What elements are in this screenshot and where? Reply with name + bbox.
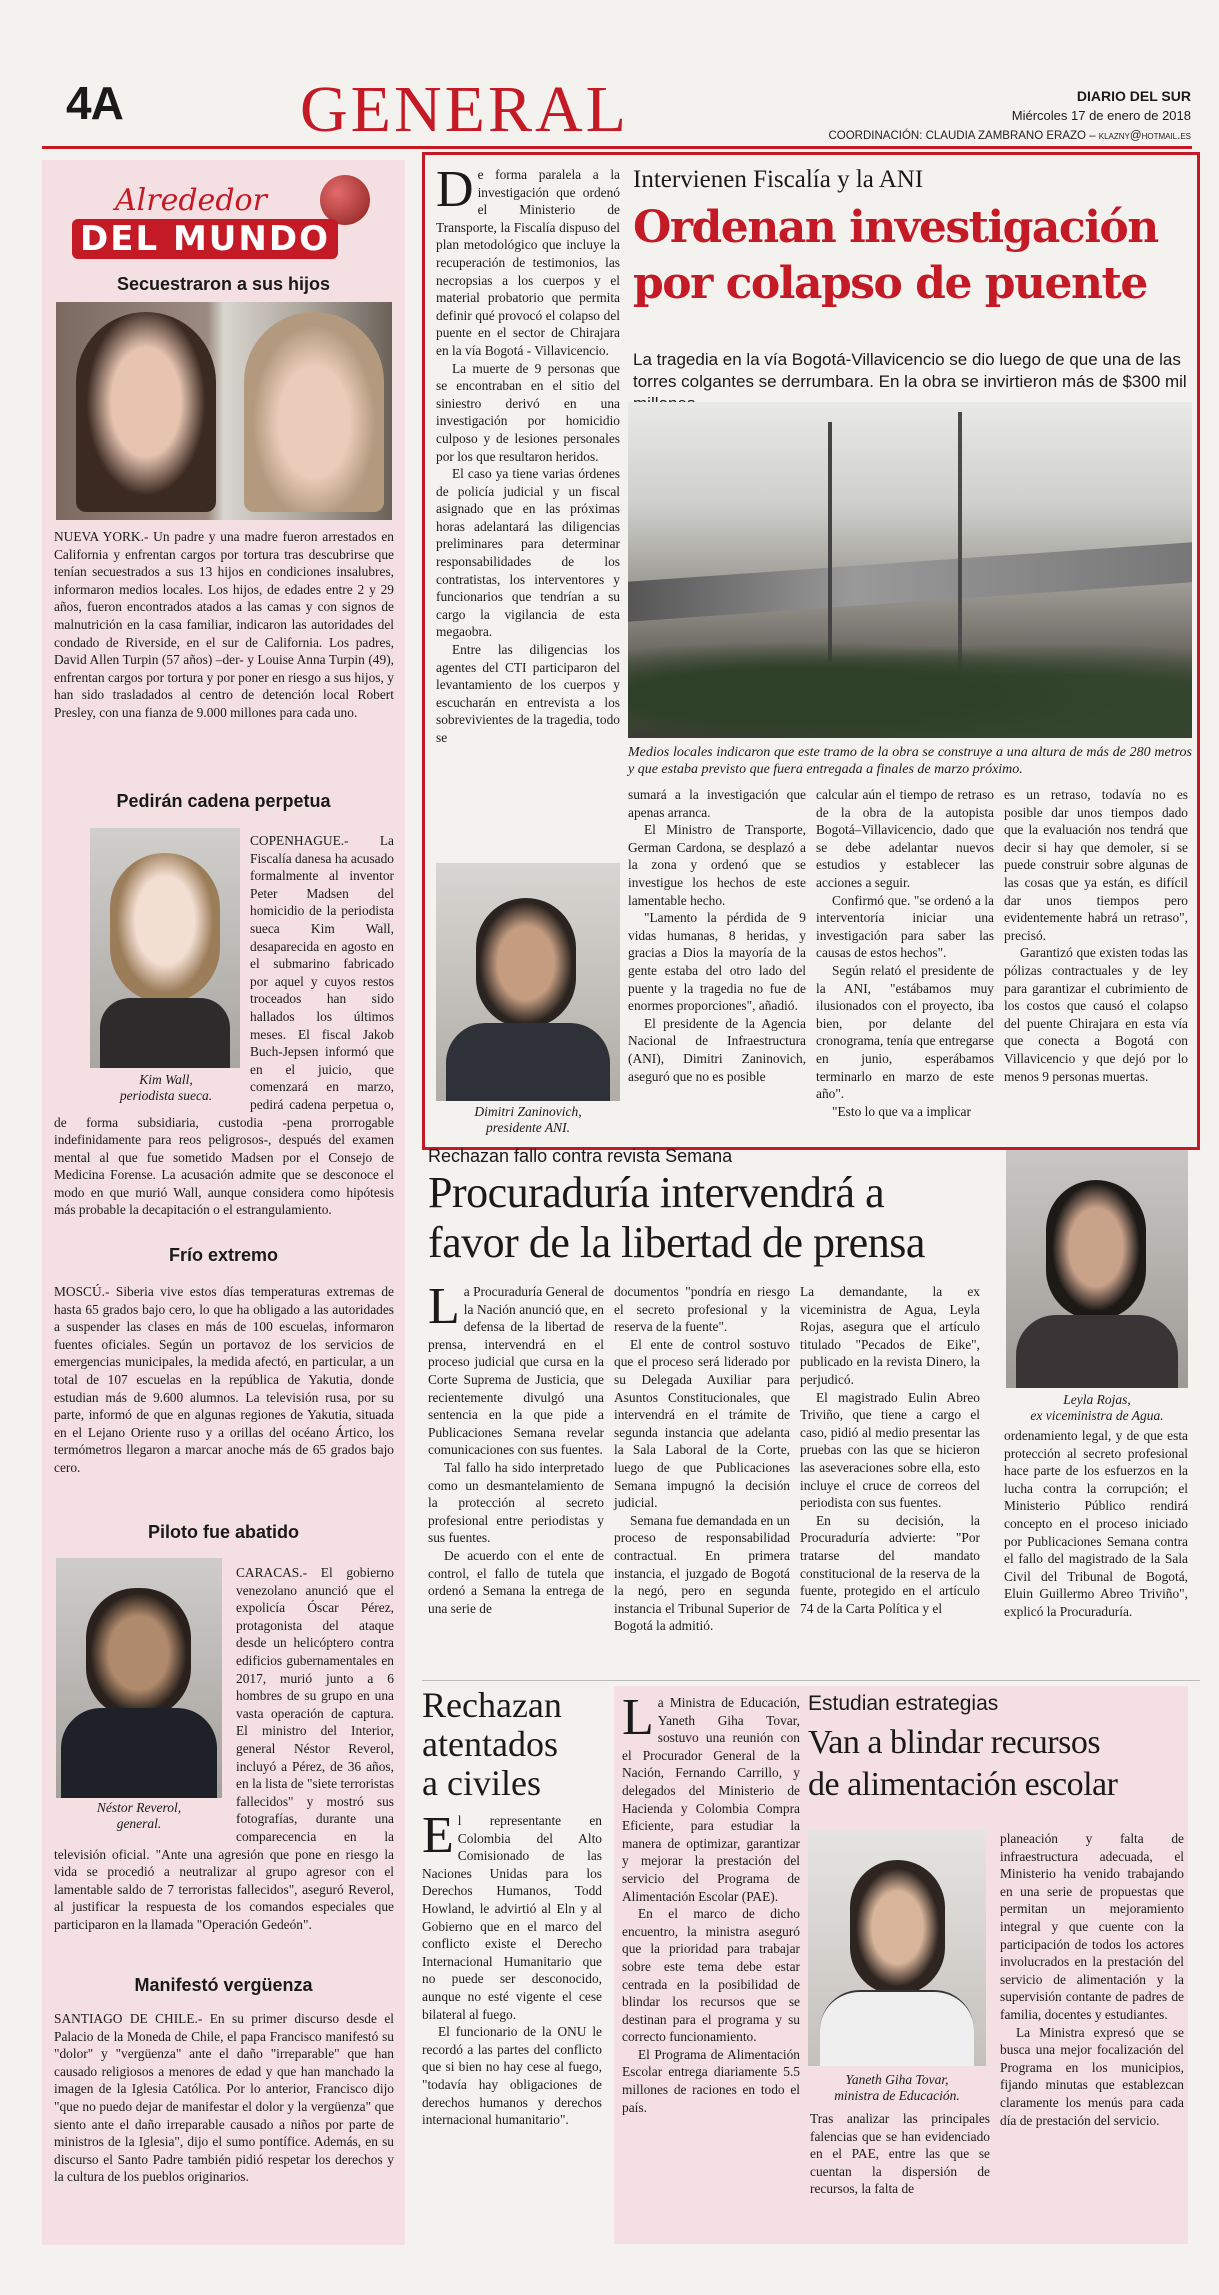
story-body: CARACAS.- El gobierno venezolano anunció que el expolicía Óscar Pérez, protagonista del ataque desde un helicóptero contra edificios gubernamentales en 2017, murió junto a 6 hombres de su grupo en una vasta operación de captura. El ministro del Interior, general Néstor Reverol, incluyó a Pérez, de 36 años, en la lista de "siete terroristas fallecidos" y mostró sus fotografías, durante una comparecencia en la televisión oficial. "Ante una agresión que pone en riesgo la vida se procedió a neutralizar al grupo agresor con el lamentable saldo de 7 terroristas fallecidos", aseguró Reverol, al justificar la respuesta de los comandos especiales que participaron en la llamada "Operación Gedeón". bbox=[54, 1565, 394, 1932]
paper-name: DIARIO DEL SUR bbox=[1076, 88, 1191, 104]
school-headline: Van a blindar recursos de alimentación escolar bbox=[808, 1724, 1118, 1803]
drop-cap: E bbox=[422, 1807, 454, 1864]
story-body: COPENHAGUE.- La Fiscalía danesa ha acusado formalmente al inventor Peter Madsen del homicidio de la periodista sueca Kim Wall, desaparecida en agosto en el submarino fabricado por aquel y cuyos restos troceados han sido hallados los últimos meses. El fiscal Jakob Buch-Jepsen informó que en el juicio, que comenzará en marzo, pedirá cadena perpetua o, de forma subsidiaria, custodia -pena prorrogable indefinidamente para reos peligrosos-, después del examen mental al que fue sometido Madsen por el Consejo de Medicina Forense. La acusación admite que se desconoce el modo en que murió Wall, aunque considera como hipótesis más probable la decapitación o el estrangulamiento. bbox=[54, 833, 394, 1218]
press-column-4: ordenamiento legal, y de que esta protección al secreto profesional hace parte de los esfuerzos en la lucha contra la corrupción; el Ministerio Público rendirá concepto en el proceso iniciado por Publicaciones Semana contra el fallo del magistrado de la Sala Civil del Tribunal de Bogotá, Eluin Guillermo Abreo Triviño", explicó la Procuraduría. bbox=[1004, 1428, 1188, 1619]
page-number: 4A bbox=[66, 77, 123, 129]
coordination-line: COORDINACIÓN: CLAUDIA ZAMBRANO ERAZO – klazny@hotmail.es bbox=[828, 130, 1191, 142]
parents-photo bbox=[56, 302, 392, 520]
school-column-2: Tras analizar las principales falencias que se han evidenciado en el PAE, entre las que se cuentan la dispersión de recursos, la falta de bbox=[810, 2111, 990, 2197]
press-column-3: La demandante, la ex viceministra de Agua, Leyla Rojas, asegura que el artículo titulado "Pecados de Eike", publicado en la revista Dinero, la perjudicó. El magistrado Eulin Abreo Triviño, que tiene a cargo el caso, pidió al medio presentar las pruebas con las que se hicieron las aseveraciones sobre ella, esto incluye el cruce de correos del periodista con sus fuentes. En su decisión, la Procuraduría advierte: "Por tratarse del mandato constitucional de la reserva de la fuente, protegido en el artículo 74 de la Carta Política y el bbox=[800, 1284, 980, 1616]
drop-cap: L bbox=[428, 1278, 460, 1335]
section-title: GENERAL bbox=[300, 73, 629, 146]
lead-headline: Ordenan investigación por colapso de puente bbox=[633, 202, 1158, 309]
story-title: Frío extremo bbox=[168, 1245, 279, 1265]
globe-icon bbox=[320, 175, 370, 225]
press-headline: Procuraduría intervendrá a favor de la libertad de prensa bbox=[428, 1168, 925, 1267]
civiles-column: El representante en Colombia del Alto Comisionado de las Naciones Unidas para los Derechos Humanos, Todd Howland, le advirtió al Eln y al Gobierno que en el marco del conflicto existe el Derecho Internacional Humanitario que no puede ser desconocido, aunque no esté vigente el cese bilateral al fuego. El funcionario de la ONU le recordó a las partes del conflicto que si bien no hay cese al fuego, "todavía hay obligaciones de derechos humanos y derechos internacional humanitario". bbox=[422, 1807, 602, 2128]
drop-cap: L bbox=[622, 1689, 654, 1746]
leyla-rojas-photo bbox=[1006, 1150, 1188, 1388]
school-column-1: La Ministra de Educación, Yaneth Giha Tovar, sostuvo una reunión con el Procurador General de la Nación, Fernando Carrillo, y delegados del Ministerio de Hacienda y Colombia Compra Eficiente, para estudiar la manera de optimizar, garantizar y mejorar la prestación del servicio del Programa de Alimentación Escolar (PAE). En el marco de dicho encuentro, la ministra aseguró que la prioridad para trabajar sobre este tema debe estar centrada en la posibilidad de blindar los recursos que se destinan para el programa y su correcto funcionamiento. El Programa de Alimentación Escolar entrega diariamente 5.5 millones de raciones en todo el país. bbox=[622, 1689, 800, 2115]
issue-date: Miércoles 17 de enero de 2018 bbox=[1011, 108, 1191, 123]
story-body: SANTIAGO DE CHILE.- En su primer discurso desde el Palacio de la Moneda de Chile, el papa Francisco manifestó su "dolor" y "vergüenza" ante el daño "irreparable" que han causado religiosos a menores de edad y que han manchado la imagen de la Iglesia Católica. Por lo anterior, Francisco dijo "que no puedo dejar de manifestar el dolor y la vergüenza" que siento ante el daño irreparable causado a niños por parte de ministros de la Iglesia", dijo el sumo pontífice. Además, en su discurso el Santo Padre también pidió respetar los derechos y la cultura de los pueblos originarios. bbox=[54, 2011, 394, 2185]
lead-column-3: calcular aún el tiempo de retraso de la obra de la autopista Bogotá–Villavicencio, dado que se debe adelantar nuevos estudios y establecer las acciones a seguir. Confirmó que. "se ordenó a la interventoría iniciar una investigación para saber las causas de estos hechos". Según relató el presidente de la ANI, "estábamos muy ilusionados con el proyecto, iba bien, por delante del cronograma, tenía que entregarse en junio, esperábamos terminarlo en marzo de este año". "Esto lo que va a implicar bbox=[816, 787, 994, 1119]
story-title: Secuestraron a sus hijos bbox=[116, 274, 331, 294]
press-column-1: La Procuraduría General de la Nación anunció que, en defensa de la libertad de prensa, intervendrá en el proceso judicial que cursa en la Corte Suprema de Justicia, que recientemente divulgó una sentencia en la que pide a Publicaciones Semana revelar comunicaciones con sus fuentes. Tal fallo ha sido interpretado como un desmantelamiento de la protección al secreto profesional entre periodistas y sus fuentes. De acuerdo con el ente de control, el fallo de tutela que ordenó a Semana la entrega de una serie de bbox=[428, 1278, 604, 1616]
story-title: Piloto fue abatido bbox=[148, 1522, 299, 1542]
bridge-photo-caption: Medios locales indicaron que este tramo de la obra se construye a una altura de más de 280 metros y que estaba previsto que fuera entregada a finales de marzo próximo. bbox=[628, 745, 1192, 777]
school-column-3: planeación y falta de infraestructura adecuada, el Ministerio ha venido trabajando en una serie de propuestas que permitan un mejoramiento integral y que cuente con la participación de todos los actores involucrados en la prestación del servicio de alimentación y la supervisión contante de padres de familia, docentes y estudiantes. La Ministra expresó que se busca una mejor focalización del Programa en los municipios, fijando minutas que establezcan claramente los menús para cada día de prestación del servicio. bbox=[1000, 1831, 1184, 2128]
lead-kicker: Intervienen Fiscalía y la ANI bbox=[633, 166, 924, 193]
press-column-2: documentos "pondría en riesgo el secreto profesional y la reserva de la fuente". El ente de control sostuvo que el proceso será liderado por su Delegada Auxiliar para Asuntos Constitucionales, que intervendrá en el trámite de segunda instancia que adelanta la Sala Laboral de la Corte, luego de que Publicaciones Semana impugnó la decisión judicial. Semana fue demandada en un proceso de responsabilidad contractual. En primera instancia, el juzgado de Bogotá la negó, pero en segunda instancia el Tribunal Superior de Bogotá la admitió. bbox=[614, 1284, 790, 1634]
lead-column-1: De forma paralela a la investigación que ordenó el Ministerio de Transporte, la Fiscalía dispuso del plan metodológico que incluye la recuperación de testimonios, las necropsias a los cuerpos y el material probatorio que permita definir qué provocó el colapso del puente en el sector de Chirajara en la vía Bogotá - Villavicencio. La muerte de 9 personas que se encontraban en el sitio del siniestro derivó en una investigación por homicidio culposo y de lesiones personales por los que resultaron heridos. El caso ya tiene varias órdenes de policía judicial y un fiscal asignado que en las próximas horas adelantará las diligencias preliminares para determinar responsabilidades de los contratistas, los interventores y funcionarios que tendrían a su cargo la vigilancia de esta megaobra. Entre las diligencias los agentes del CTI participaron del levantamiento de los cuerpos y escucharán en entrevista a los sobrevivientes de la tragedia, todo se bbox=[436, 161, 620, 745]
leyla-rojas-caption: Leyla Rojas, ex viceministra de Agua. bbox=[1030, 1392, 1164, 1423]
story-body: NUEVA YORK.- Un padre y una madre fueron arrestados en California y enfrentan cargos por tortura tras descubrirse que tenían secuestrados a sus 13 hijos en condiciones insalubres, informaron medios locales. Los hijos, de edades entre 2 y 29 años, fueron encontrados atados a las camas y con signos de malnutrición en la casa familiar, indicaron las autoridades del condado de Riverside, en el sur de California. Los padres, David Allen Turpin (57 años) –der- y Louise Anna Turpin (49), enfrentan cargos por tortura y por poner en riesgo a sus hijos, y han sido trasladados al centro de detención local Robert Presley, con una fianza de 9.000 millones para cada uno. bbox=[54, 529, 394, 720]
zaninovich-caption: Dimitri Zaninovich, presidente ANI. bbox=[474, 1104, 582, 1135]
zaninovich-photo bbox=[436, 863, 620, 1101]
story-title: Pedirán cadena perpetua bbox=[116, 791, 331, 811]
story-title: Manifestó vergüenza bbox=[134, 1975, 313, 1995]
lead-column-4: es un retraso, todavía no es posible dar unos tiempos dado que la evaluación nos tendrá que decir si hay que demoler, si se puede construir sobre algunas de las cosas que ya están, es difícil dar unos tiempos pero evidentemente habrá un retraso", precisó. Garantizó que existen todas las pólizas contractuales y de ley para garantizar el cubrimiento de los costos que causó el colapso del puente Chirajara en esta vía que conecta a Bogotá con Villavicencio y que dejó por lo menos 9 personas muertas. bbox=[1004, 787, 1188, 1084]
school-kicker: Estudian estrategias bbox=[808, 1692, 999, 1715]
civiles-headline: Rechazan atentados a civiles bbox=[422, 1685, 562, 1803]
masthead-rule bbox=[42, 146, 1192, 149]
photo-caption: Kim Wall, periodista sueca. bbox=[119, 1072, 213, 1103]
section-divider bbox=[422, 1680, 1200, 1681]
lead-column-2: sumará a la investigación que apenas arranca. El Ministro de Transporte, German Cardona, se desplazó a la zona y ordenó que se investigue los hechos de este lamentable hecho. "Lamento la pérdida de 9 vidas humanas, 8 heridas, y gracias a Dios la mayoría de la gente estaba del otro lado del puente y la tragedia no fue de enormes proporciones", añadió. El presidente de la Agencia Nacional de Infraestructura (ANI), Dimitri Zaninovich, aseguró que no es posible bbox=[628, 787, 806, 1084]
lead-deck: La tragedia en la vía Bogotá-Villavicencio se dio luego de que una de las torres colgantes se derrumbara. En la obra se invirtieron más de $300 mil bbox=[633, 350, 1187, 391]
yaneth-giha-caption: Yaneth Giha Tovar, ministra de Educación. bbox=[834, 2072, 960, 2103]
sidebar-logo-bottom: DEL MUNDO bbox=[72, 219, 338, 259]
drop-cap: D bbox=[436, 161, 474, 218]
bridge-collapse-photo bbox=[628, 402, 1192, 738]
story-body: MOSCÚ.- Siberia vive estos días temperaturas extremas de hasta 65 grados bajo cero, lo que ha obligado a las autoridades a suspender las clases en más de 100 escuelas, informaron fuentes oficiales. Según un portavoz de los servicios de emergencias municipales, la medida afectó, en particular, a un total de 107 escuelas en la república de Yakutia, donde estudian más de 9.600 alumnos. La televisión rusa, por su parte, informó de que en algunas regiones de Yakutia, situada en el Lejano Oriente ruso y a orillas del océano Ártico, los termómetros llegaron a marcar anoche más de 65 grados bajo cero. bbox=[54, 1284, 394, 1475]
press-kicker: Rechazan fallo contra revista Semana bbox=[428, 1146, 733, 1166]
photo-caption: Néstor Reverol, general. bbox=[96, 1800, 182, 1831]
sidebar-logo bbox=[60, 175, 390, 270]
yaneth-giha-photo bbox=[808, 1830, 986, 2066]
sidebar-logo-top: Alrededor bbox=[115, 183, 267, 218]
